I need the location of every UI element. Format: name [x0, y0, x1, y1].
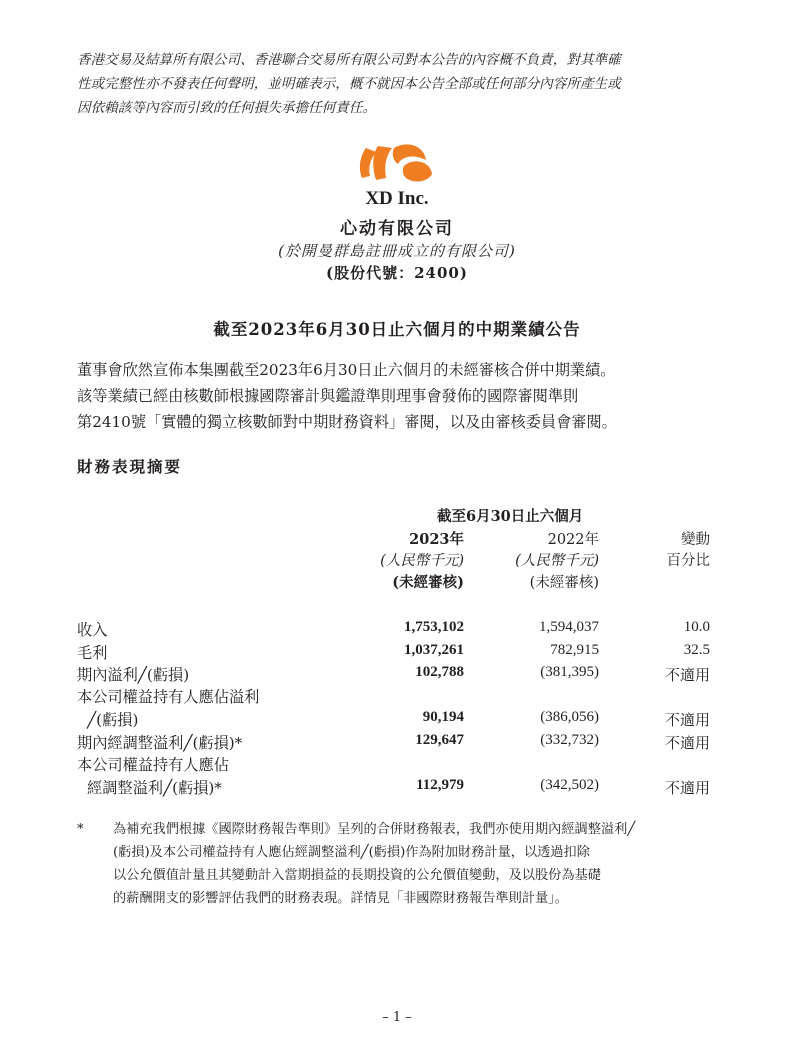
intro-line: 董事會欣然宣佈本集團截至2023年6月30日止六個月的未經審核合併中期業績。 [77, 361, 616, 379]
col-2022-audit: (未經審核) [529, 575, 599, 591]
row-gross-profit-change: 32.5 [683, 642, 710, 658]
disclaimer-line: 性或完整性亦不發表任何聲明，並明確表示，概不就因本公告全部或任何部分內容所產生或 [77, 76, 621, 92]
row-profit-change: 不適用 [664, 668, 710, 684]
row-label-attrib-profit-cont: ╱(虧損) [87, 711, 139, 729]
col-2022-unit: (人民幣千元) [515, 553, 599, 569]
row-attrib-adj-profit-2023: 112,979 [416, 777, 464, 793]
col-2023-audit: (未經審核) [392, 574, 464, 591]
row-adj-profit-change: 不適用 [664, 736, 710, 752]
row-gross-profit-2023: 1,037,261 [404, 642, 464, 658]
intro-line: 第2410號「實體的獨立核數師對中期財務資料」審閱，以及由審核委員會審閱。 [77, 413, 617, 431]
row-label-attrib-adj-profit: 本公司權益持有人應佔 [77, 756, 229, 774]
col-2022-year: 2022年 [547, 532, 599, 548]
row-attrib-adj-profit-2022: (342,502) [540, 777, 599, 793]
company-name-en: XD Inc. [365, 188, 429, 209]
row-adj-profit-2022: (332,732) [540, 732, 599, 748]
intro-paragraph [77, 357, 727, 435]
row-label-adj-profit: 期內經調整溢利╱(虧損)* [77, 734, 243, 752]
row-profit-2023: 102,788 [415, 664, 464, 680]
period-header: 截至6月30日止六個月 [437, 508, 584, 525]
xd-logo-icon [358, 140, 438, 184]
row-label-revenue: 收入 [77, 621, 108, 639]
col-change-header: 變動 [681, 532, 710, 548]
row-attrib-profit-2023: 90,194 [422, 709, 464, 725]
disclaimer-line: 因依賴該等內容而引致的任何損失承擔任何責任。 [77, 100, 377, 116]
page-number: – 1 – [382, 1010, 412, 1025]
disclaimer [77, 48, 727, 120]
disclaimer-line: 香港交易及結算所有限公司、香港聯合交易所有限公司對本公告的內容概不負責，對其準確 [77, 52, 621, 68]
footnote-line: 的薪酬開支的影響評估我們的財務表現。詳情見「非國際財務報告準則計量」。 [113, 891, 568, 906]
row-attrib-adj-profit-change: 不適用 [664, 781, 710, 797]
intro-line: 該等業績已經由核數師根據國際審計與鑑證準則理事會發佈的國際審閱準則 [77, 387, 579, 405]
footnote-line: 為補充我們根據《國際財務報告準則》呈列的合併財務報表，我們亦使用期內經調整溢利╱ [113, 822, 636, 837]
company-name-cn: 心动有限公司 [340, 219, 454, 239]
row-label-profit: 期內溢利╱(虧損) [77, 666, 190, 684]
announcement-title: 截至2023年6月30日止六個月的中期業績公告 [213, 320, 581, 339]
row-attrib-profit-2022: (386,056) [540, 709, 599, 725]
row-attrib-profit-change: 不適用 [664, 713, 710, 729]
col-2023-unit: (人民幣千元) [380, 553, 464, 569]
row-adj-profit-2023: 129,647 [415, 732, 464, 748]
row-revenue-2023: 1,753,102 [404, 619, 464, 635]
footnote-line: 以公允價值計量且其變動計入當期損益的長期投資的公允價值變動，及以股份為基礎 [113, 868, 601, 883]
row-profit-2022: (381,395) [540, 664, 599, 680]
stock-code: (股份代號：2400) [326, 264, 468, 282]
row-gross-profit-2022: 782,915 [550, 642, 599, 658]
col-change-subheader: 百分比 [666, 553, 710, 569]
section-title: 財務表現摘要 [77, 457, 183, 476]
col-2023-year: 2023年 [409, 531, 464, 548]
footnote-mark: * [77, 822, 84, 837]
row-label-attrib-adj-profit-cont: 經調整溢利╱(虧損)* [87, 779, 222, 797]
row-label-attrib-profit: 本公司權益持有人應佔溢利 [77, 688, 260, 706]
row-label-gross-profit: 毛利 [77, 644, 108, 662]
incorporation-note: (於開曼群島註冊成立的有限公司) [278, 242, 516, 260]
row-revenue-change: 10.0 [683, 619, 710, 635]
row-revenue-2022: 1,594,037 [539, 619, 599, 635]
footnote-text [113, 818, 635, 910]
footnote-line: (虧損)及本公司權益持有人應佔經調整溢利╱(虧損)作為附加財務計量，以透過扣除 [113, 845, 590, 860]
